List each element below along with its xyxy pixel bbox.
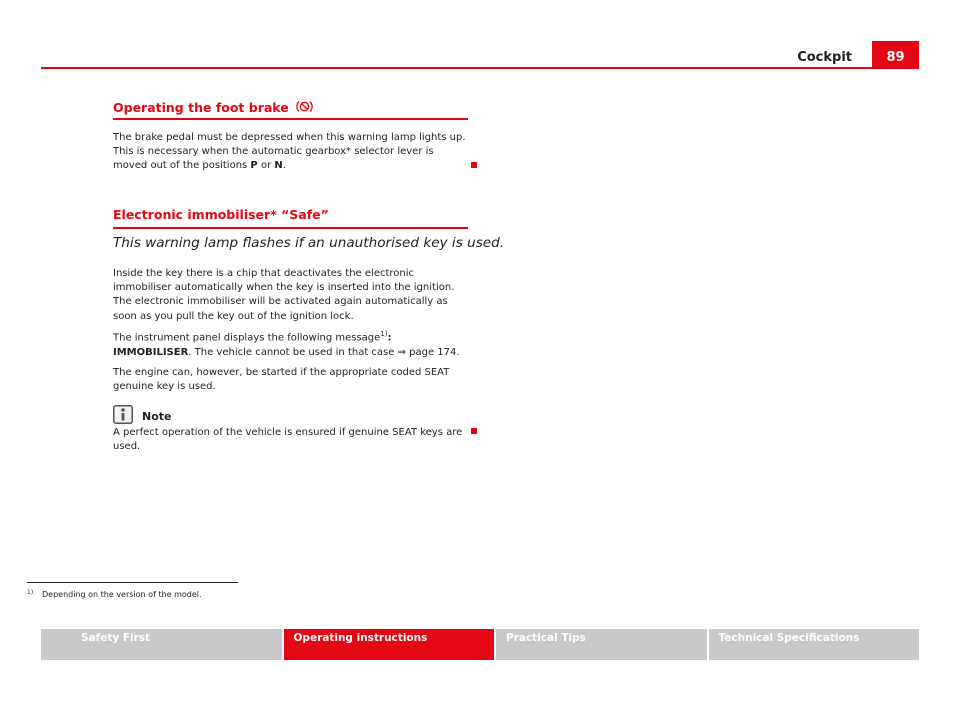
section-rule — [113, 227, 468, 229]
position-n: N — [274, 160, 283, 172]
colon: : — [387, 332, 392, 344]
tab-safety-first[interactable]: Safety First — [41, 629, 282, 660]
footnote-rule — [27, 582, 238, 583]
section-title-immobiliser: Electronic immobiliser* “Safe” — [113, 207, 329, 222]
tab-technical-specifications[interactable]: Technical Specifications — [709, 629, 920, 660]
section-end-marker — [471, 428, 477, 434]
footnote-ref: 1) — [380, 330, 388, 338]
brake-warning-icon — [296, 100, 313, 113]
tab-practical-tips[interactable]: Practical Tips — [496, 629, 707, 660]
page-number: 89 — [872, 41, 919, 69]
section-title-foot-brake — [113, 100, 313, 115]
paragraph-immobiliser-1: Inside the key there is a chip that deactivates the electronic immobiliser automatically when the key is inserted into the ignition. The electronic immobiliser will be activated again automatically as soon as you pull the key out of the ignition lock. — [113, 268, 455, 322]
header-rule — [41, 67, 919, 69]
note-label: Note — [142, 410, 172, 423]
footnote-text: Depending on the version of the model. — [42, 590, 202, 599]
section-title-text: Operating the foot brake — [113, 100, 289, 115]
display-message: IMMOBILISER — [113, 346, 189, 358]
footnote-number: 1) — [27, 589, 34, 596]
paragraph-text: The brake pedal must be depressed when this warning lamp lights up. This is necessary when the automatic gearbox* selector lever is moved out of the positions — [113, 132, 466, 172]
lead-text: This warning lamp flashes if an unauthorised key is used. — [113, 235, 505, 251]
paragraph-text: . The vehicle cannot be used in that case ⇒ page 174. — [188, 346, 460, 358]
position-p: P — [250, 160, 258, 172]
paragraph-immobiliser-3: The engine can, however, be started if the appropriate coded SEAT genuine key is used. — [113, 367, 450, 393]
paragraph-immobiliser-2 — [113, 327, 468, 360]
chapter-title: Cockpit — [797, 50, 852, 65]
paragraph-foot-brake — [113, 131, 468, 174]
section-end-marker — [471, 162, 477, 168]
period: . — [282, 160, 286, 172]
paragraph-text: The instrument panel displays the following message — [113, 332, 381, 344]
or-word: or — [257, 160, 275, 172]
section-rule — [113, 118, 468, 120]
note-text: A perfect operation of the vehicle is ensured if genuine SEAT keys are used. — [113, 427, 463, 453]
footer-tabs — [41, 629, 919, 660]
note-icon — [113, 405, 133, 424]
tab-operating-instructions[interactable]: Operating instructions — [284, 629, 495, 660]
